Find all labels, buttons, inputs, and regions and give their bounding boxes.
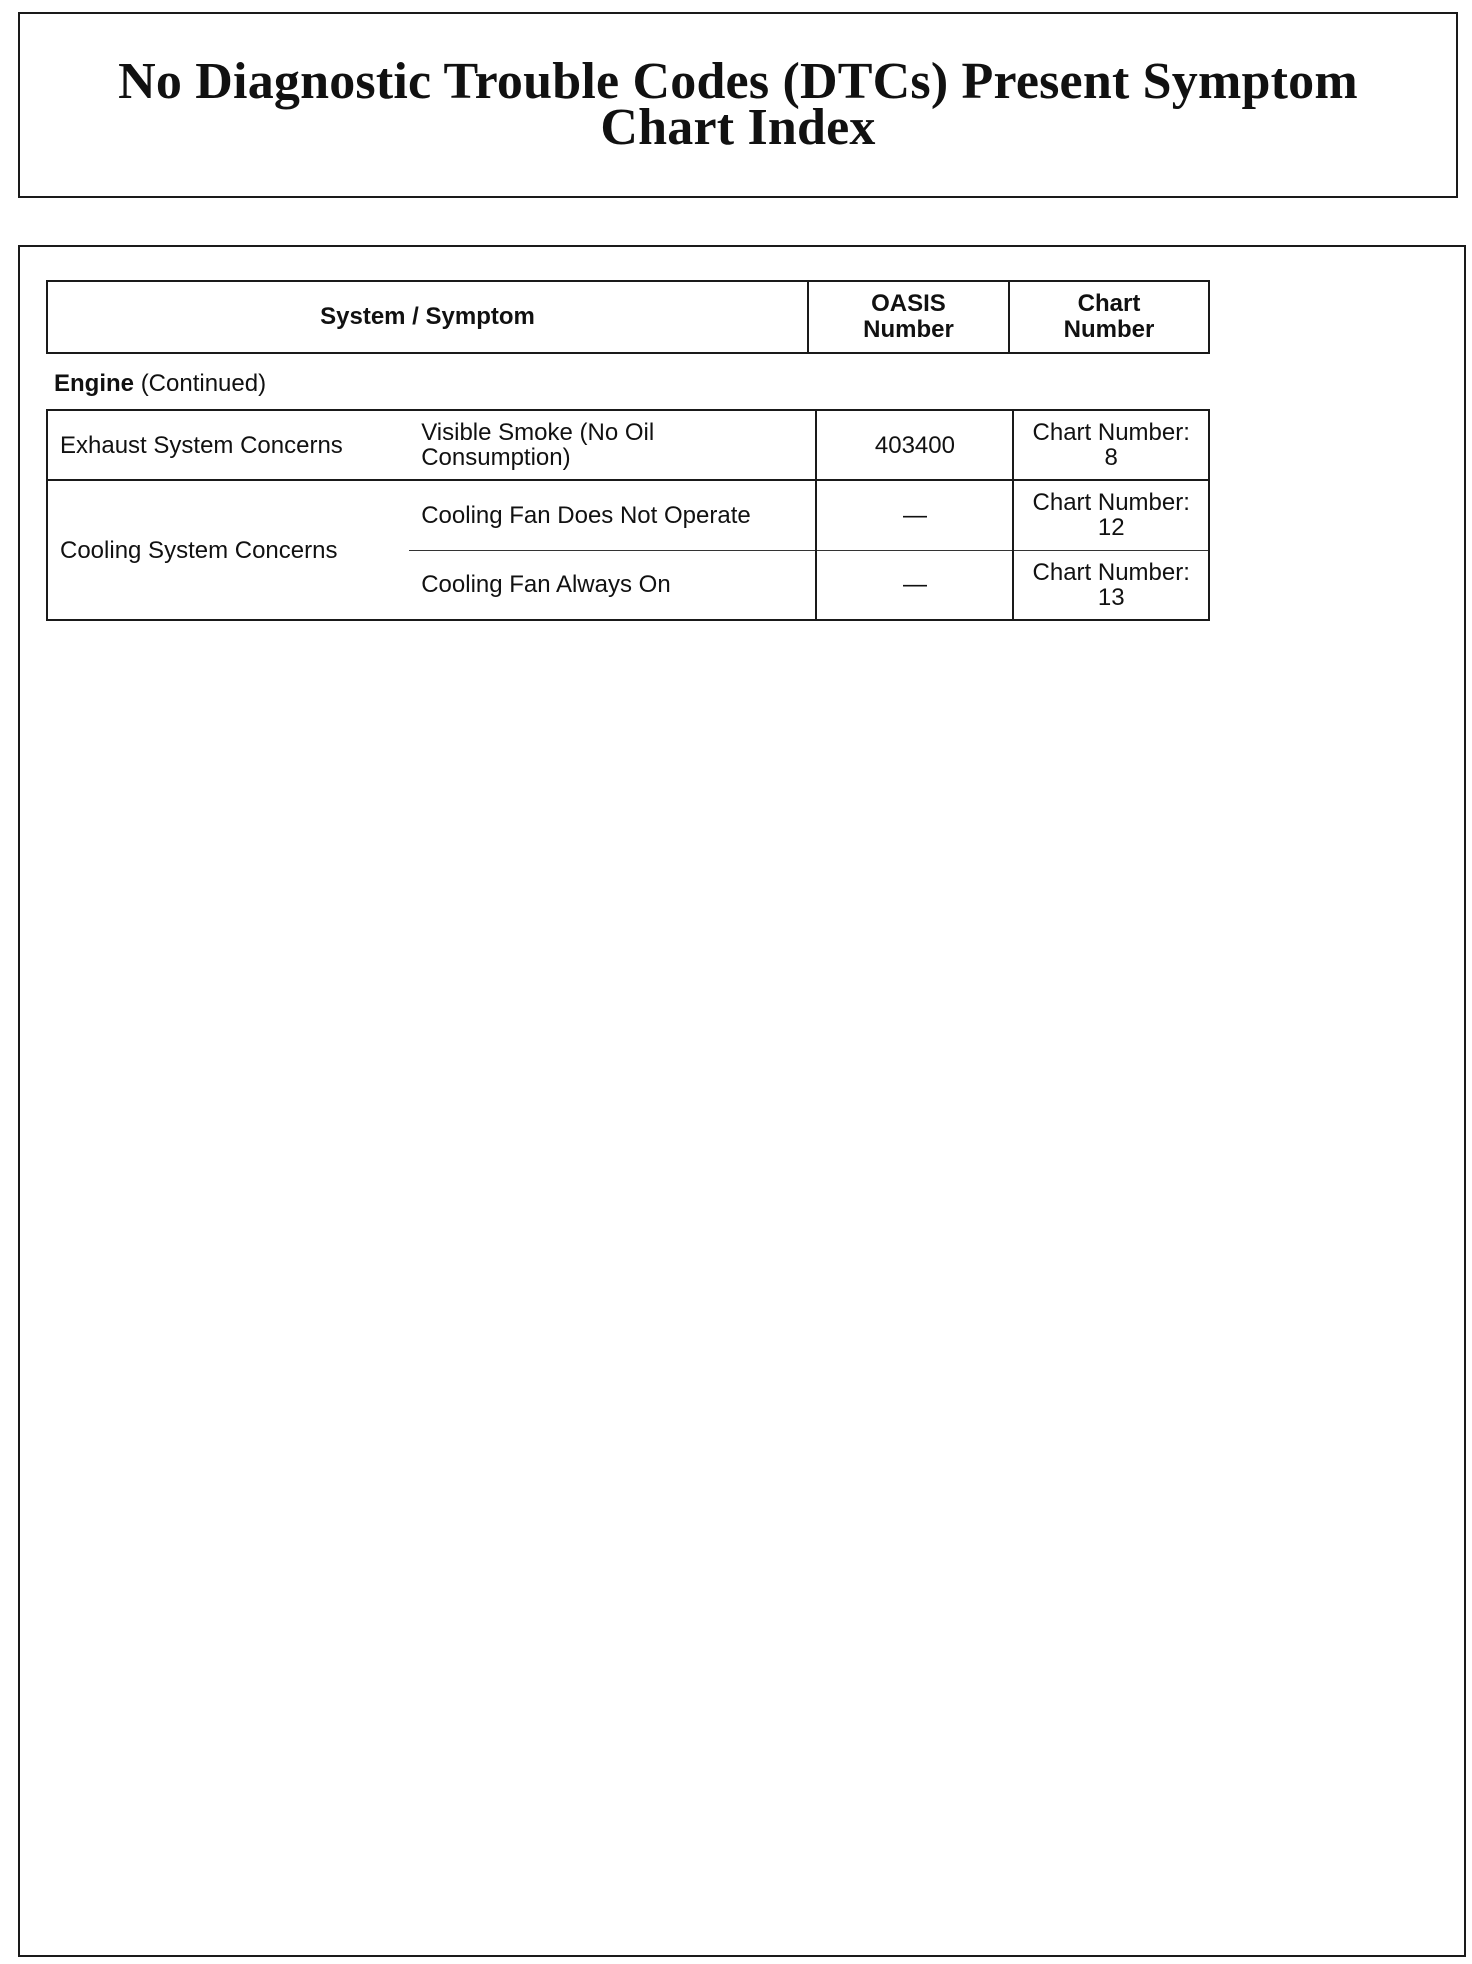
chart-number-label: Chart Number: bbox=[1032, 419, 1190, 446]
page-title-line-1: No Diagnostic Trouble Codes (DTCs) Present Symptom bbox=[118, 53, 1358, 110]
header-oasis-number bbox=[808, 281, 1009, 353]
symptom-fan-not-operate: Cooling Fan Does Not Operate bbox=[421, 501, 751, 529]
chart-number-label: Chart Number: bbox=[1032, 489, 1190, 517]
chart-number-label: Chart Number: bbox=[1032, 558, 1190, 586]
header-oasis-line-1: OASIS bbox=[871, 290, 946, 317]
oasis-number: — bbox=[816, 480, 1013, 550]
page-title-box bbox=[18, 12, 1458, 198]
chart-number-value: 8 bbox=[1104, 444, 1118, 471]
chart-number-cell bbox=[1013, 550, 1209, 620]
symptom-line-2: Consumption) bbox=[421, 444, 571, 471]
table-row bbox=[47, 410, 1209, 480]
section-label bbox=[54, 370, 266, 398]
symptom-table bbox=[46, 409, 1210, 621]
chart-number-value: 12 bbox=[1097, 514, 1125, 542]
symptom-line-1: Visible Smoke (No Oil bbox=[421, 419, 655, 446]
symptom-visible-smoke bbox=[409, 410, 816, 480]
system-exhaust: Exhaust System Concerns bbox=[47, 410, 409, 480]
system-cooling: Cooling System Concerns bbox=[47, 480, 409, 620]
oasis-number: — bbox=[816, 550, 1013, 620]
section-note: (Continued) bbox=[140, 370, 267, 397]
oasis-number: 403400 bbox=[816, 410, 1013, 480]
page-title-line-2: Chart Index bbox=[600, 99, 876, 156]
header-oasis-line-2: Number bbox=[863, 316, 954, 343]
chart-number-cell bbox=[1013, 480, 1209, 550]
chart-number-cell bbox=[1013, 410, 1209, 480]
table-row bbox=[47, 480, 1209, 550]
header-chart-line-2: Number bbox=[1063, 316, 1155, 343]
content-panel bbox=[18, 245, 1466, 1957]
table-header bbox=[46, 280, 1210, 354]
header-system-symptom: System / Symptom bbox=[47, 281, 808, 353]
section-name: Engine bbox=[54, 370, 135, 397]
symptom-fan-always-on: Cooling Fan Always On bbox=[409, 550, 816, 620]
chart-number-value: 13 bbox=[1097, 583, 1125, 611]
header-chart-line-1: Chart bbox=[1077, 290, 1141, 317]
header-chart-number bbox=[1009, 281, 1209, 353]
